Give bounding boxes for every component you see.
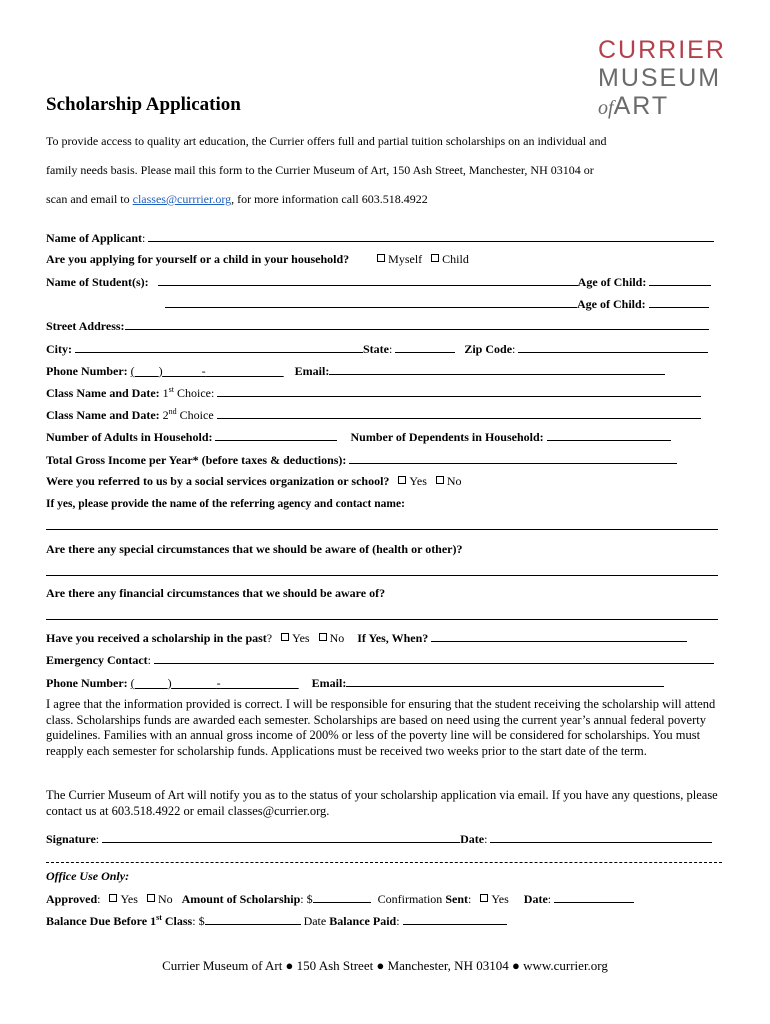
referring-text: If yes, please provide the name of the referring agency and contact name:: [46, 498, 405, 510]
financial-label: [46, 586, 385, 601]
office-date-label: Date: [523, 892, 548, 906]
emergency-row: Emergency Contact:: [46, 652, 714, 668]
past-question: Have you received a scholarship in the past: [46, 631, 267, 645]
logo-line-currier: CURRIER: [598, 36, 726, 64]
financial-input-row: [46, 607, 718, 625]
special-input-row: [46, 563, 718, 581]
referring-label: [46, 498, 405, 510]
classes-email-link[interactable]: classes@currrier.org: [132, 192, 232, 206]
referred-yes-label: Yes: [409, 474, 427, 488]
zip-label: Zip Code: [464, 342, 513, 356]
sent-yes-checkbox[interactable]: [480, 894, 488, 902]
state-input[interactable]: [395, 341, 455, 353]
student-name-input-2[interactable]: [165, 296, 577, 308]
office-title: [46, 869, 129, 884]
logo-of: of: [598, 97, 614, 119]
notify-text: The Currier Museum of Art will notify you as to the status of your scholarship application via email. If you have any questions, please contact us at 603.518.4922 or email classes@currier.org.: [46, 788, 718, 818]
zip-input[interactable]: [518, 341, 708, 353]
applicant-input[interactable]: [148, 230, 714, 242]
phone2-paren-close: ): [167, 676, 172, 690]
date-input[interactable]: [490, 831, 712, 843]
phone2-paren-open: (: [130, 676, 135, 690]
balance-class-label: Class: [164, 914, 193, 928]
dependents-input[interactable]: [547, 429, 671, 441]
applicant-row: Name of Applicant:: [46, 230, 714, 246]
approved-yes-label: Yes: [120, 892, 138, 906]
special-text: Are there any special circumstances that we should be aware of (health or other)?: [46, 542, 463, 556]
intro-line-2: family needs basis. Please mail this form to the Currier Museum of Art, 150 Ash Street, Manchester, NH 03104 or: [46, 163, 594, 177]
applicant-label: Name of Applicant: [46, 231, 142, 245]
page-footer: Currier Museum of Art ● 150 Ash Street ● Manchester, NH 03104 ● www.currier.org: [162, 958, 608, 973]
class2-label: Class Name and Date:: [46, 408, 160, 422]
balance-sup: st: [156, 913, 162, 922]
email-label: Email:: [294, 364, 330, 378]
dependents-label: Number of Dependents in Household:: [350, 430, 544, 444]
age-child-input-2[interactable]: [649, 296, 709, 308]
past-no-checkbox[interactable]: [319, 633, 327, 641]
special-input[interactable]: [46, 564, 718, 576]
students-row: [46, 274, 711, 290]
class1-input[interactable]: [217, 385, 701, 397]
financial-input[interactable]: [46, 608, 718, 620]
referred-question: Were you referred to us by a social services organization or school?: [46, 474, 390, 488]
sent-label: Sent: [445, 892, 468, 906]
city-label: City:: [46, 342, 72, 356]
currier-logo: [598, 36, 726, 122]
page-title: Scholarship Application: [46, 94, 241, 115]
adults-input[interactable]: [215, 429, 337, 441]
approved-no-label: No: [157, 892, 173, 906]
approved-yes-checkbox[interactable]: [109, 894, 117, 902]
class2-input[interactable]: [217, 407, 701, 419]
students-row-2: [165, 296, 709, 312]
class2-sup: nd: [168, 407, 177, 416]
phone-label: Phone Number:: [46, 364, 128, 378]
class1-label: Class Name and Date:: [46, 386, 160, 400]
balance-paid-label: Balance Paid: [329, 914, 397, 928]
students-label: Name of Student(s):: [46, 275, 149, 289]
street-row: [46, 318, 709, 334]
special-label: [46, 542, 463, 557]
signature-label: Signature: [46, 832, 96, 846]
applying-question: Are you applying for yourself or a child in your household?: [46, 252, 350, 266]
myself-checkbox[interactable]: [377, 254, 385, 262]
past-no-label: No: [329, 631, 345, 645]
income-row: [46, 452, 677, 468]
balance-input[interactable]: [205, 913, 301, 925]
referring-input-row: [46, 517, 718, 535]
amount-label: Amount of Scholarship: [181, 892, 301, 906]
referring-input[interactable]: [46, 518, 718, 530]
agreement-text: I agree that the information provided is correct. I will be responsible for ensuring that the student receiving the scholarship will attend class. Scholarships funds are awarded each semester. Scholarships are based on need using the current year’s annual federal poverty guidelines. Families with an annual gross income of 200% or less of the poverty line will be considered for scholarships. You must reapply each semester for scholarship funds. Applications must be received two weeks prior to the start date of the term.: [46, 697, 716, 758]
child-checkbox[interactable]: [431, 254, 439, 262]
date-label: Date: [460, 832, 485, 846]
approved-no-checkbox[interactable]: [147, 894, 155, 902]
referred-no-checkbox[interactable]: [436, 476, 444, 484]
financial-text: Are there any financial circumstances that we should be aware of?: [46, 586, 386, 600]
email2-label: Email:: [311, 676, 347, 690]
past-yes-label: Yes: [292, 631, 310, 645]
state-label: State: [363, 342, 389, 356]
intro-phone-text: , for more information call 603.518.4922: [231, 192, 428, 206]
logo-line-art: ART: [613, 92, 670, 120]
office-date-input[interactable]: [554, 891, 634, 903]
balance-label: Balance Due Before 1: [46, 914, 157, 928]
class1-choice: Choice:: [177, 386, 215, 400]
phone-paren-open: (: [130, 364, 135, 378]
applying-row: [46, 252, 469, 267]
class1-row: [46, 385, 701, 401]
income-label: Total Gross Income per Year* (before taxes & deductions):: [46, 453, 347, 467]
city-input[interactable]: [75, 341, 363, 353]
date-balance-pre: Date: [303, 914, 327, 928]
intro-line-3: [46, 192, 428, 207]
signature-row: Signature: Date:: [46, 831, 712, 847]
emergency-label: Emergency Contact: [46, 653, 148, 667]
amount-prefix: $: [306, 892, 313, 906]
phone-input[interactable]: [131, 364, 284, 378]
street-label: Street Address:: [46, 319, 125, 333]
if-yes-when-label: If Yes, When?: [357, 631, 429, 645]
balance-paid-input[interactable]: [403, 913, 507, 925]
adults-label: Number of Adults in Household:: [46, 430, 213, 444]
office-row-2: Balance Due Before 1st Class: $ Date Balance Paid:: [46, 913, 507, 929]
phone2-label: Phone Number:: [46, 676, 128, 690]
past-yes-checkbox[interactable]: [281, 633, 289, 641]
office-title-text: Office Use Only:: [46, 869, 130, 883]
class1-sup: st: [168, 385, 175, 394]
referred-row: [46, 474, 462, 489]
class1-num: 1: [162, 386, 169, 400]
past-question-mark: ?: [266, 631, 273, 645]
age-child-input-1[interactable]: [649, 274, 711, 286]
email-input[interactable]: [329, 363, 665, 375]
past-row: [46, 630, 687, 646]
income-input[interactable]: [349, 452, 677, 464]
child-label: Child: [442, 252, 469, 266]
approved-label: Approved: [46, 892, 98, 906]
phone-dash: -: [201, 364, 206, 378]
class2-choice: Choice: [179, 408, 214, 422]
age-child-label-2: Age of Child:: [577, 297, 646, 311]
sent-yes-label: Yes: [491, 892, 509, 906]
emergency-input[interactable]: [154, 652, 714, 664]
referred-yes-checkbox[interactable]: [398, 476, 406, 484]
phone2-input[interactable]: [131, 676, 299, 690]
city-row: City: State: Zip Code:: [46, 341, 708, 357]
email2-input[interactable]: [346, 675, 664, 687]
phone-row: [46, 363, 665, 379]
if-yes-when-input[interactable]: [431, 630, 687, 642]
class2-num: 2: [162, 408, 169, 422]
class2-row: [46, 407, 701, 423]
phone-paren-close: ): [158, 364, 163, 378]
confirmation-label: Confirmation: [377, 892, 443, 906]
office-row-1: Approved: Yes No Amount of Scholarship: $ Confirmation Sent: Yes Date:: [46, 891, 634, 907]
referred-no-label: No: [446, 474, 462, 488]
phone2-row: [46, 675, 664, 691]
office-divider: [46, 862, 722, 863]
age-child-label-1: Age of Child:: [577, 275, 647, 289]
student-name-input-1[interactable]: [158, 274, 578, 286]
household-row: [46, 429, 671, 445]
balance-prefix: $: [198, 914, 205, 928]
street-input[interactable]: [125, 318, 709, 330]
myself-label: Myself: [388, 252, 423, 266]
phone2-dash: -: [216, 676, 221, 690]
intro-text: scan and email to: [46, 192, 133, 206]
intro-line-1: To provide access to quality art education, the Currier offers full and partial tuition scholarships on an individual and: [46, 134, 607, 148]
logo-line-museum: MUSEUM: [598, 64, 722, 92]
amount-input[interactable]: [313, 891, 371, 903]
signature-input[interactable]: [102, 831, 460, 843]
